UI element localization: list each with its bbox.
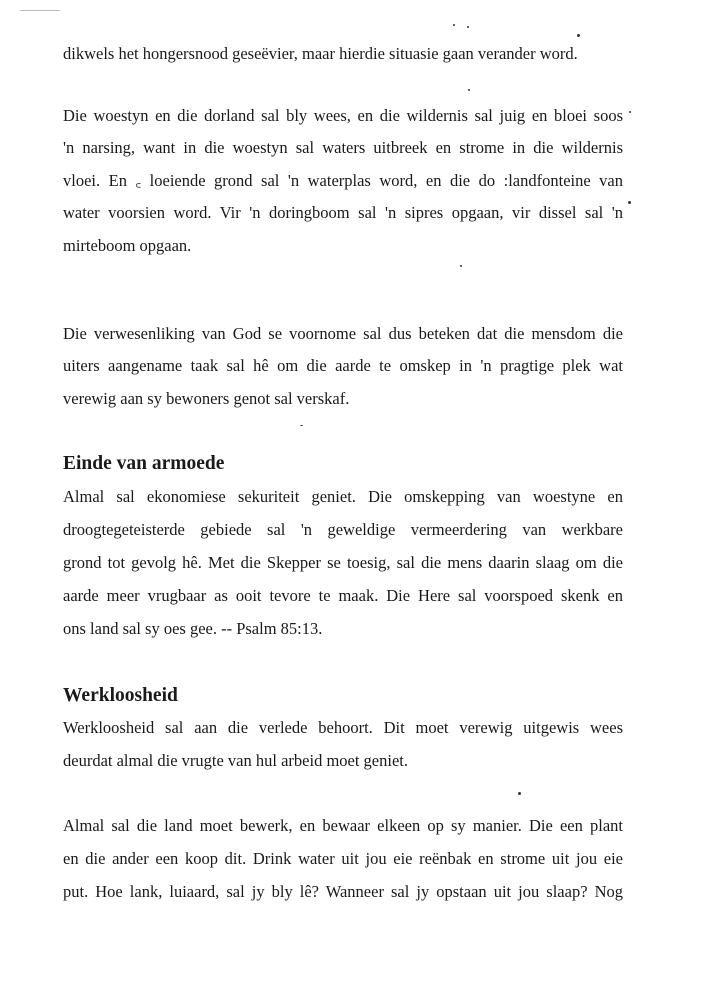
paragraph-3-line-3: verewig aan sy bewoners genot sal verskaf. (63, 389, 350, 408)
paragraph-2-line-2: 'n narsing, want in die woestyn sal waters uitbreek en strome in die wildernis (63, 138, 623, 157)
paragraph-2-line-5: mirteboom opgaan. (63, 236, 192, 255)
scan-speck (518, 792, 521, 795)
paragraph-3-line-2: uiters aangename taak sal hê om die aarde te omskep in 'n pragtige plek wat (63, 356, 623, 375)
armoede-line-3: grond tot gevolg hê. Met die Skepper se toesig, sal die mens daarin slaag om die (63, 553, 623, 572)
paragraph-2-line-3: vloei. En ꜀ loeiende grond sal 'n waterplas word, en die do :landfonteine van (63, 171, 623, 190)
scan-speck (628, 201, 631, 204)
scan-speck (629, 111, 631, 113)
werkloosheid-line-2: deurdat almal die vrugte van hul arbeid moet geniet. (63, 751, 409, 770)
scan-speck (300, 425, 303, 426)
scan-speck (453, 24, 455, 26)
paragraph-1-line-1: dikwels het hongersnood geseëvier, maar hierdie situasie gaan verander word. (63, 44, 578, 63)
werkloosheid-line-1: Werkloosheid sal aan die verlede behoort. Dit moet verewig uitgewis wees (63, 718, 623, 737)
paragraph-2-line-4: water voorsien word. Vir 'n doringboom sal 'n sipres opgaan, vir dissel sal 'n (63, 203, 623, 222)
scan-speck (20, 10, 60, 11)
section-heading-werkloosheid: Werkloosheid (63, 685, 178, 706)
paragraph-last-line-2: en die ander een koop dit. Drink water uit jou eie reënbak en strome uit jou eie (63, 849, 623, 868)
paragraph-last-line-3: put. Hoe lank, luiaard, sal jy bly lê? Wanneer sal jy opstaan uit jou slaap? Nog (63, 882, 623, 901)
document-page (63, 0, 623, 1000)
section-heading-einde-van-armoede: Einde van armoede (63, 453, 225, 474)
paragraph-3-line-1: Die verwesenliking van God se voornome sal dus beteken dat die mensdom die (63, 324, 623, 343)
paragraph-2-line-1: Die woestyn en die dorland sal bly wees, en die wildernis sal juig en bloei soos (63, 106, 623, 125)
scan-speck (467, 26, 469, 28)
armoede-line-1: Almal sal ekonomiese sekuriteit geniet. Die omskepping van woestyne en (63, 487, 623, 506)
armoede-line-2: droogtegeteisterde gebiede sal 'n geweldige vermeerdering van werkbare (63, 520, 623, 539)
armoede-line-4: aarde meer vrugbaar as ooit tevore te maak. Die Here sal voorspoed skenk en (63, 586, 623, 605)
paragraph-last-line-1: Almal sal die land moet bewerk, en bewaar elkeen op sy manier. Die een plant (63, 816, 623, 835)
scan-speck (468, 89, 470, 91)
scan-speck (577, 34, 580, 37)
armoede-line-5: ons land sal sy oes gee. -- Psalm 85:13. (63, 619, 323, 638)
scan-speck (460, 265, 462, 267)
